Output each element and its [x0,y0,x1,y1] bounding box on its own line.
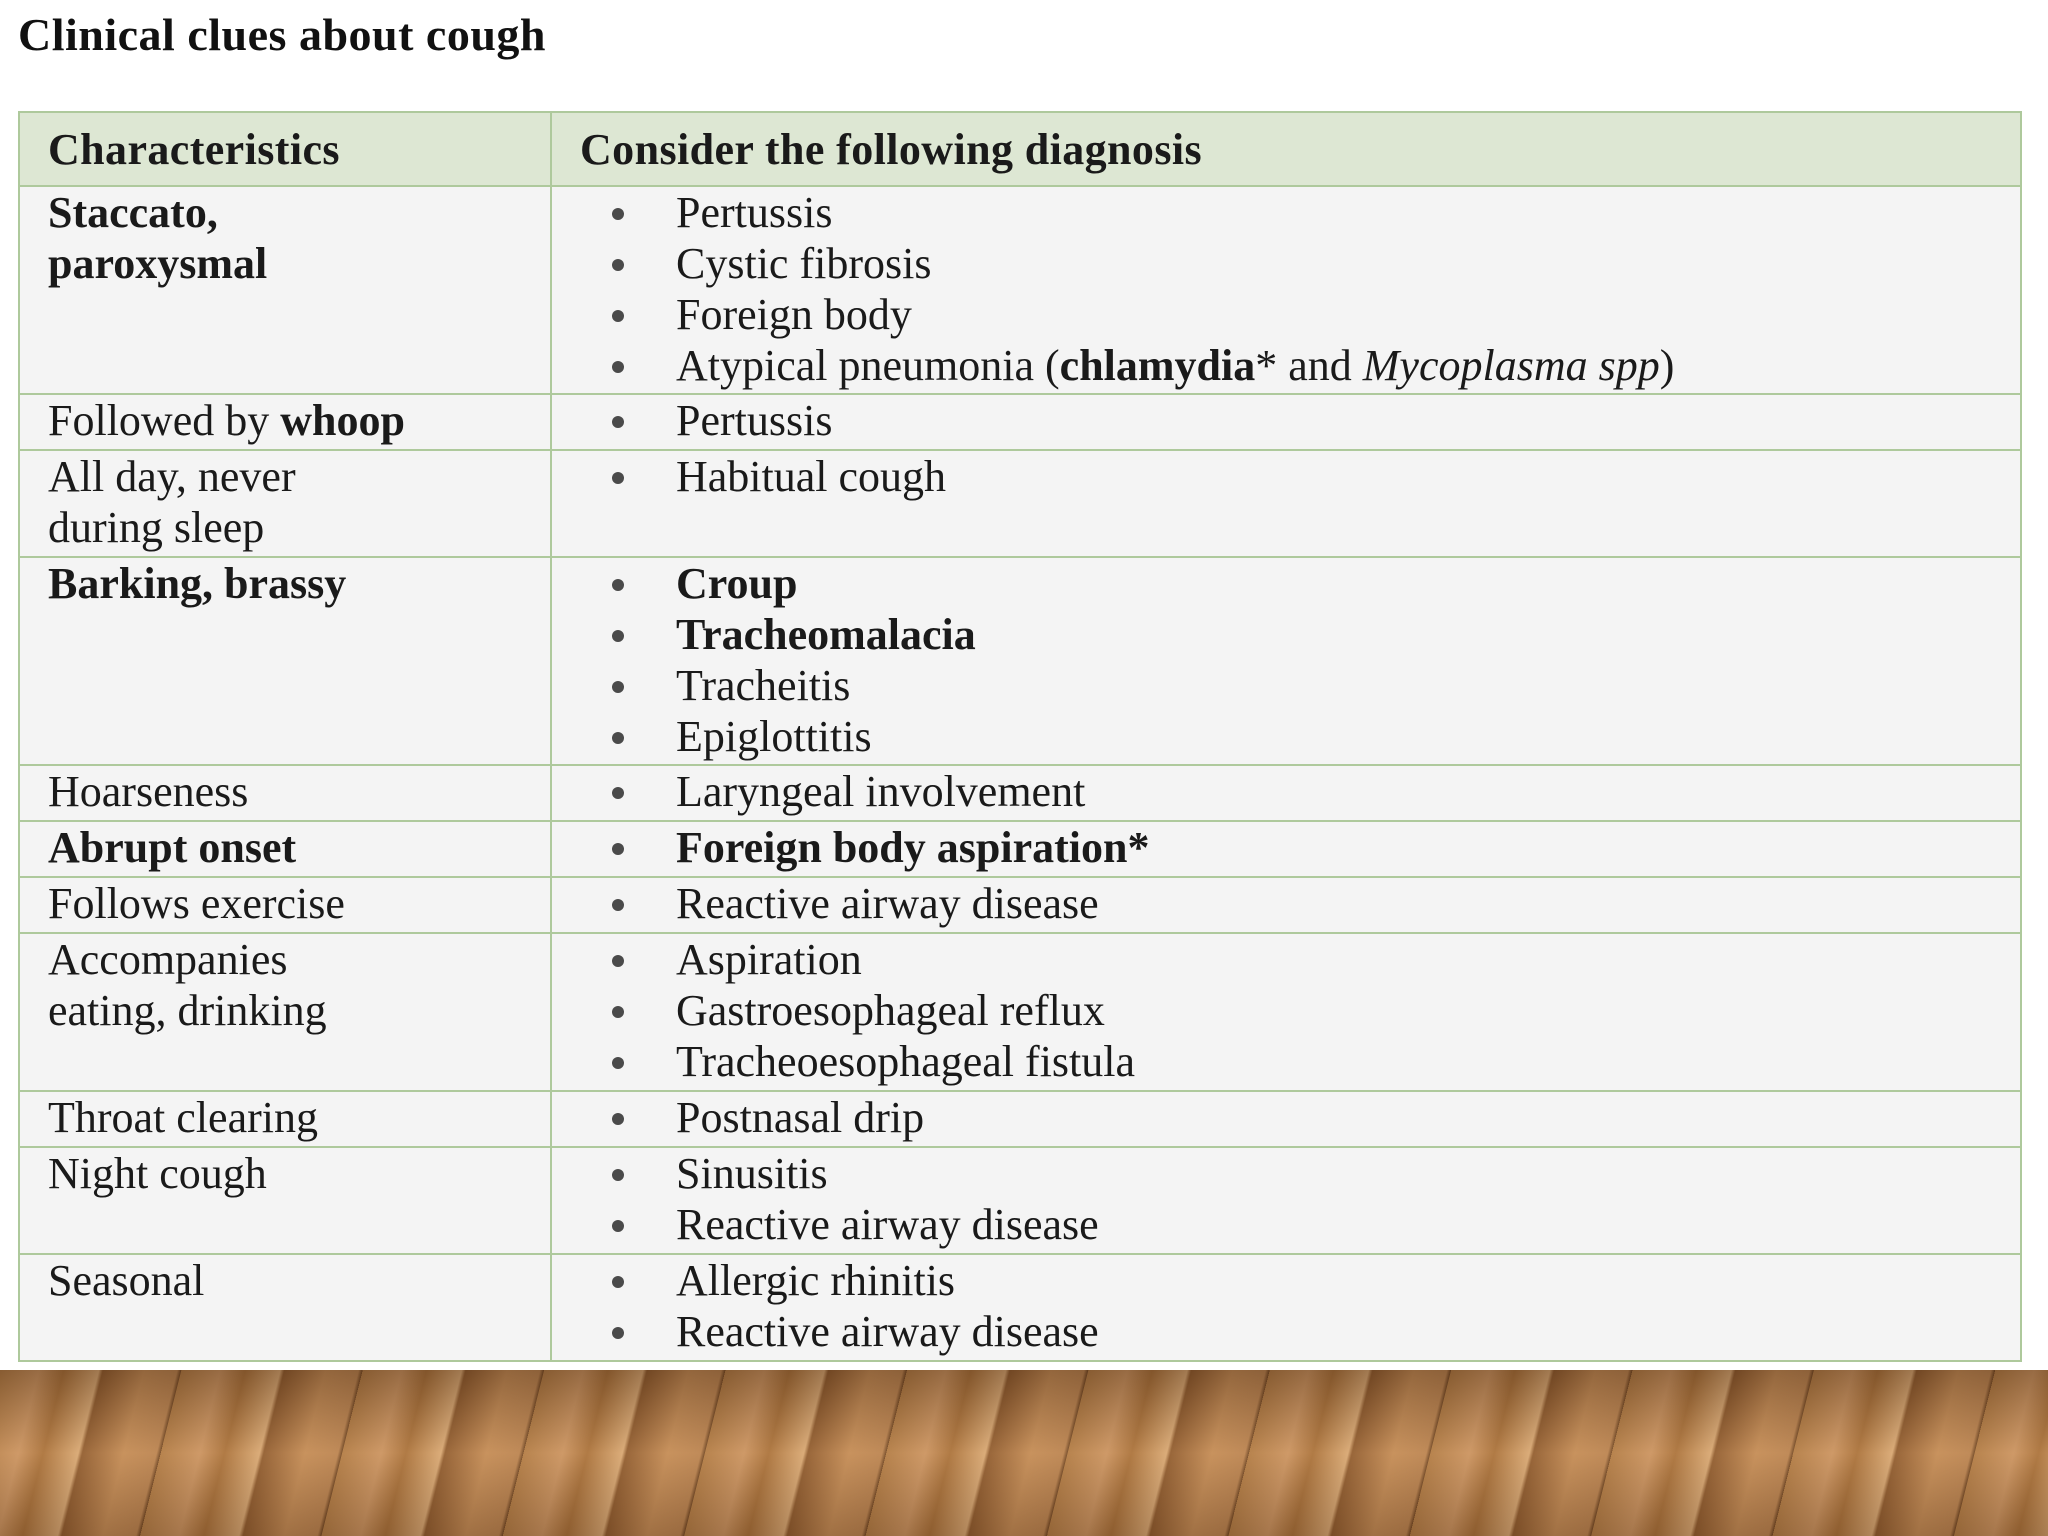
text-run: Throat clearing [48,1093,318,1142]
diagnosis-item [612,1092,2010,1143]
diagnosis-cell [551,765,2021,821]
text-run: All day, never [48,452,296,501]
diagnosis-item [612,451,2010,502]
header-diagnosis: Consider the following diagnosis [551,112,2021,186]
diagnosis-cell [551,450,2021,557]
diagnosis-list [612,187,2010,391]
text-run: Cystic fibrosis [676,239,932,288]
diagnosis-item [612,766,2010,817]
diagnosis-list [612,934,2010,1087]
table-row [19,186,2021,394]
text-run: Reactive airway disease [676,1200,1099,1249]
diagnosis-list [612,878,2010,929]
diagnosis-item [612,558,2010,609]
diagnosis-item [612,340,2010,391]
characteristic-cell [19,394,551,450]
diagnosis-item [612,187,2010,238]
characteristic-cell [19,1254,551,1361]
table-row [19,557,2021,765]
characteristic-cell [19,821,551,877]
diagnosis-item [612,238,2010,289]
text-run: during sleep [48,503,265,552]
table-row [19,1254,2021,1361]
text-run: whoop [280,396,405,445]
diagnosis-list [612,395,2010,446]
diagnosis-list [612,822,2010,873]
characteristic-cell [19,765,551,821]
text-run: Allergic rhinitis [676,1256,956,1305]
table-row [19,1147,2021,1254]
text-run: Atypical pneumonia ( [676,341,1060,390]
slide-title: Clinical clues about cough [18,9,547,60]
text-run: * and [1255,341,1363,390]
text-run: Accompanies [48,935,288,984]
diagnosis-item [612,878,2010,929]
diagnosis-list [612,766,2010,817]
text-run: Aspiration [676,935,862,984]
table-row [19,877,2021,933]
diagnosis-list [612,1092,2010,1143]
table-header [19,112,2021,186]
characteristic-cell [19,933,551,1091]
diagnosis-list [612,1255,2010,1357]
text-run: Barking, brassy [48,559,347,608]
diagnosis-item [612,1255,2010,1306]
text-run: Foreign body [676,290,912,339]
characteristic-cell [19,186,551,394]
diagnosis-cell [551,1091,2021,1147]
characteristic-cell [19,1091,551,1147]
text-run: Laryngeal involvement [676,767,1086,816]
text-run: Follows exercise [48,879,345,928]
text-run: Night cough [48,1149,267,1198]
text-run: Reactive airway disease [676,879,1099,928]
diagnosis-list [612,558,2010,762]
diagnosis-item [612,609,2010,660]
diagnosis-cell [551,1254,2021,1361]
diagnosis-item [612,1306,2010,1357]
text-run: Staccato, [48,188,218,237]
text-run: Postnasal drip [676,1093,925,1142]
diagnosis-list [612,1148,2010,1250]
diagnosis-item [612,395,2010,446]
wood-floor-decoration [0,1370,2048,1536]
text-run: eating, drinking [48,986,327,1035]
text-run: Tracheomalacia [676,610,976,659]
characteristic-cell [19,1147,551,1254]
table-row [19,450,2021,557]
diagnosis-cell [551,821,2021,877]
text-run: Followed by [48,396,281,445]
diagnosis-list [612,451,2010,502]
text-run: Croup [676,559,798,608]
diagnosis-cell [551,557,2021,765]
text-run: Tracheoesophageal fistula [676,1037,1136,1086]
diagnosis-item [612,985,2010,1036]
diagnosis-item [612,1148,2010,1199]
diagnosis-item [612,660,2010,711]
text-run: paroxysmal [48,239,268,288]
table-row [19,821,2021,877]
diagnosis-item [612,934,2010,985]
text-run: Gastroesophageal reflux [676,986,1105,1035]
diagnosis-cell [551,933,2021,1091]
diagnosis-item [612,289,2010,340]
table-row [19,933,2021,1091]
text-run: Mycoplasma spp [1362,341,1660,390]
table-row [19,765,2021,821]
diagnosis-item [612,1199,2010,1250]
text-run: Epiglottitis [676,712,872,761]
text-run: Seasonal [48,1256,205,1305]
diagnosis-cell [551,186,2021,394]
text-run: ) [1659,341,1675,390]
text-run: Reactive airway disease [676,1307,1099,1356]
text-run: Tracheitis [676,661,851,710]
table-row [19,394,2021,450]
text-run: Abrupt onset [48,823,297,872]
characteristic-cell [19,877,551,933]
diagnosis-cell [551,1147,2021,1254]
text-run: Pertussis [676,396,833,445]
diagnosis-item [612,822,2010,873]
cough-clues-table [18,111,2022,1362]
header-characteristics: Characteristics [19,112,551,186]
header-row [19,112,2021,186]
table-body [19,186,2021,1361]
text-run: Habitual cough [676,452,947,501]
table-row [19,1091,2021,1147]
characteristic-cell [19,557,551,765]
diagnosis-item [612,711,2010,762]
text-run: Hoarseness [48,767,249,816]
diagnosis-item [612,1036,2010,1087]
diagnosis-cell [551,394,2021,450]
diagnosis-cell [551,877,2021,933]
text-run: Sinusitis [676,1149,828,1198]
text-run: Pertussis [676,188,833,237]
text-run: Foreign body aspiration* [676,823,1150,872]
characteristic-cell [19,450,551,557]
text-run: chlamydia [1059,341,1256,390]
